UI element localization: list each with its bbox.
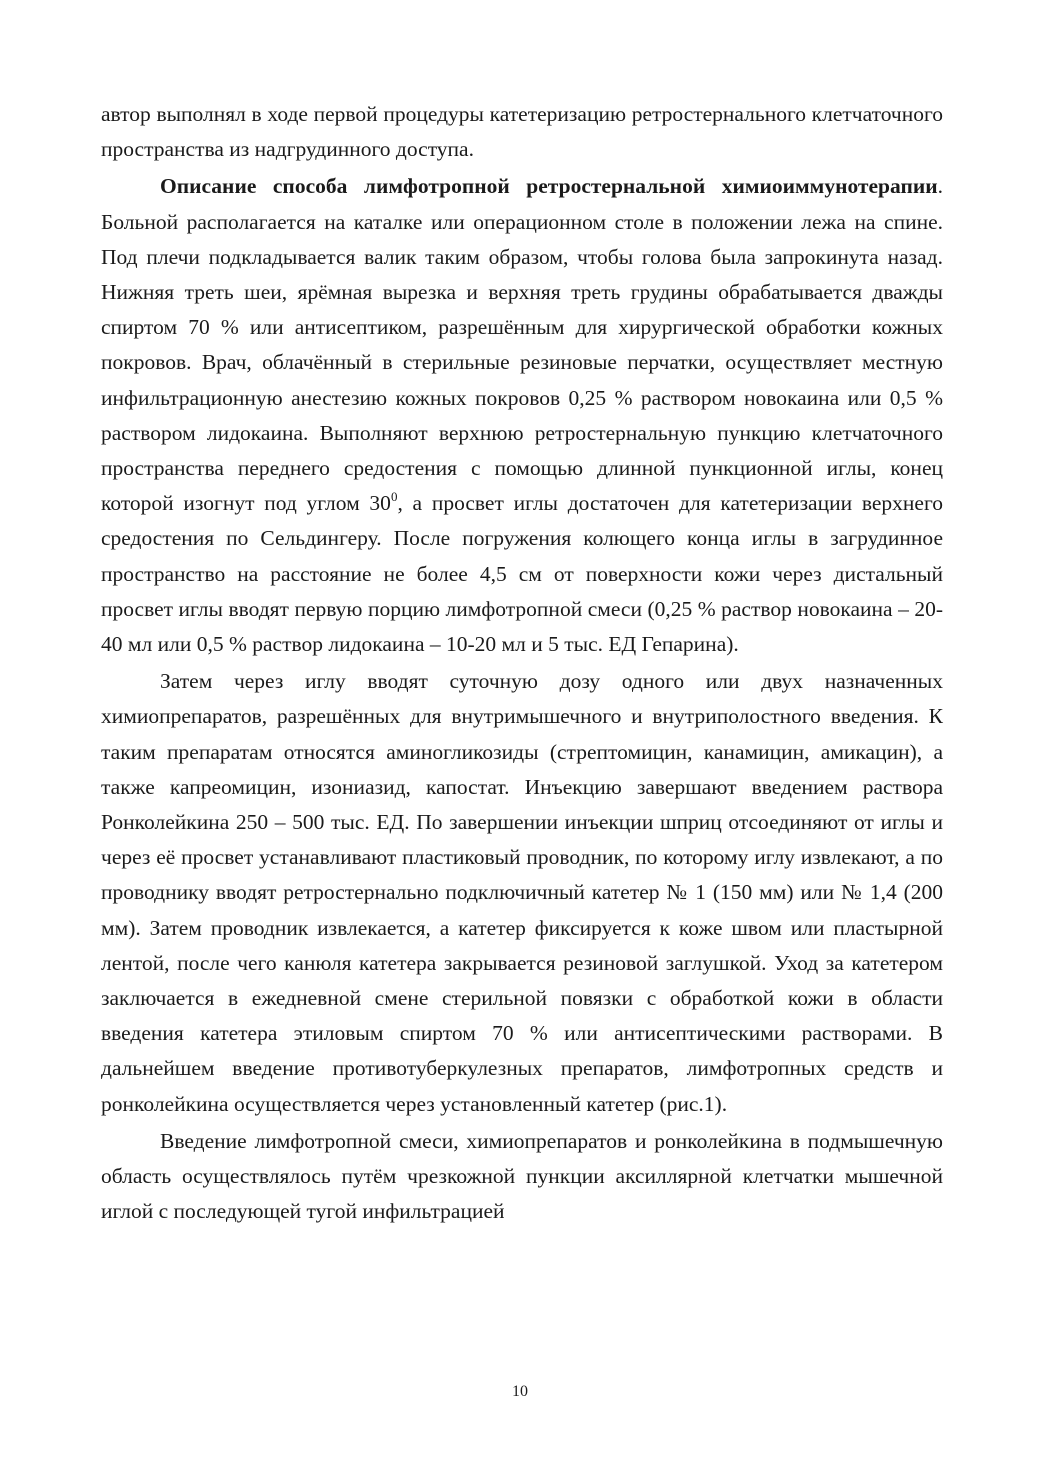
degree-superscript: 0 [390,489,398,505]
paragraph-2-text-b: , а просвет иглы достаточен для катетеризации верхнего средостения по Сельдингеру. После погружения колющего конца иглы в загрудинное пространство на расстояние не более 4,5 см от поверхности кожи через дистальный просвет иглы вводят первую порцию лимфотропной смеси (0,25 % раствор новокаина – 20-40 мл или 0,5 % раствор лидокаина – 10-20 мл и 5 тыс. ЕД Гепарина). [101,491,943,657]
page-number: 10 [512,1383,528,1400]
paragraph-1: автор выполнял в ходе первой процедуры катетеризацию ретростернального клетчаточного пространства из надгрудинного доступа. [101,102,943,162]
paragraph-2 [101,169,943,662]
method-heading: Описание способа лимфотропной ретростернальной химиоиммунотерапии [160,174,938,199]
paragraph-4: Введение лимфотропной смеси, химиопрепаратов и ронколейкина в подмышечную область осуществлялось путём чрезкожной пункции аксиллярной клетчатки мышечной иглой с последующей тугой инфильтрацией [101,1128,943,1224]
paragraph-3: Затем через иглу вводят суточную дозу одного или двух назначенных химиопрепаратов, разрешённых для внутримышечного и внутриполостного введения. К таким препаратам относятся аминогликозиды (стрептомицин, канамицин, амикацин), а также капреомицин, изониазид, капостат. Инъекцию завершают введением раствора Ронколейкина 250 – 500 тыс. ЕД. По завершении инъекции шприц отсоединяют от иглы и через её просвет устанавливают пластиковый проводник, по которому иглу извлекают, а по проводнику вводят ретростернально подключичный катетер № 1 (150 мм) или № 1,4 (200 мм). Затем проводник извлекается, а катетер фиксируется к коже швом или пластырной лентой, после чего канюля катетера закрывается резиновой заглушкой. Уход за катетером заключается в ежедневной смене стерильной повязки с обработкой кожи в области введения катетера этиловым спиртом 70 % или антисептическими растворами. В дальнейшем введение противотуберкулезных препаратов, лимфотропных средств и ронколейкина осуществляется через установленный катетер (рис.1). [101,669,943,1116]
paragraph-2-text-a: . Больной располагается на каталке или операционном столе в положении лежа на спине. Под плечи подкладывается валик таким образом, чтобы голова была запрокинута назад. Нижняя треть шеи, ярёмная вырезка и верхняя треть грудины обрабатывается дважды спиртом 70 % или антисептиком, разрешённым для хирургической обработки кожных покровов. Врач, облачённый в стерильные резиновые перчатки, осуществляет местную инфильтрационную анестезию кожных покровов 0,25 % раствором новокаина или 0,5 % раствором лидокаина. Выполняют верхнюю ретростернальную пункцию клетчаточного пространства переднего средостения с помощью длинной пункционной иглы, конец которой изогнут под углом 30 [101,174,943,516]
body-text [101,97,943,1230]
